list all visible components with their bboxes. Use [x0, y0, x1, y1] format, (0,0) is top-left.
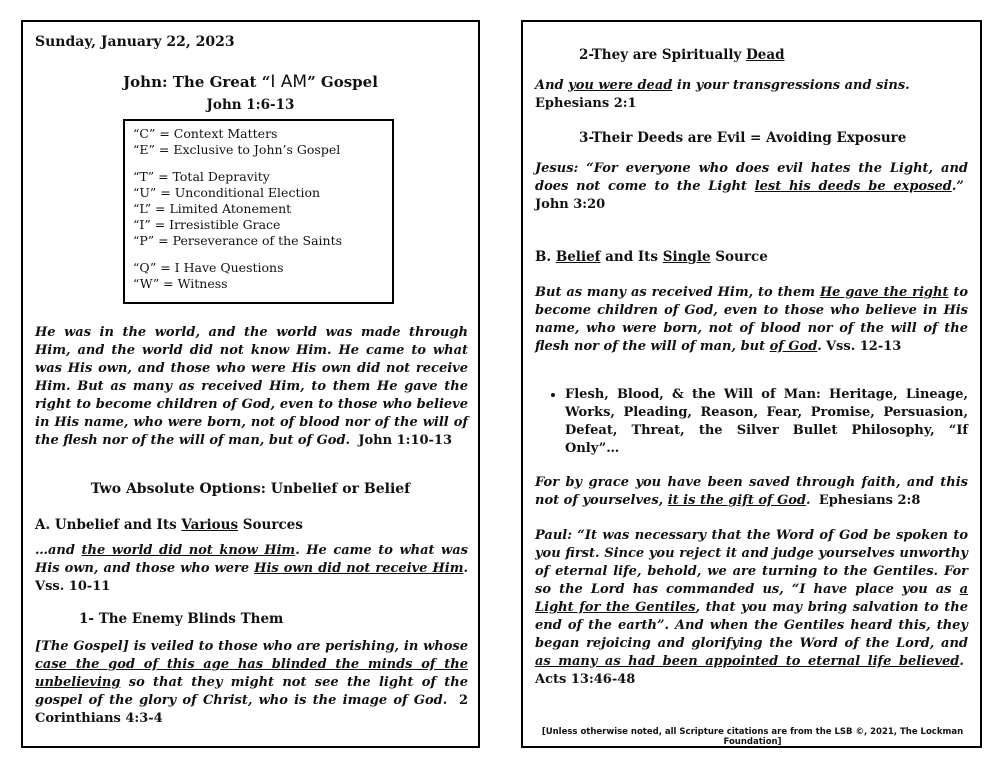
section-a-passage	[35, 542, 468, 596]
paul-ref: Acts 13:46-48	[535, 672, 636, 687]
text-run: . He came to what was His own, and those who were	[35, 543, 468, 576]
point-3-ref: John 3:20	[535, 197, 606, 212]
acrostic-line: “U” = Unconditional Election	[133, 185, 321, 200]
right-page	[521, 20, 982, 748]
text-run: Jesus: “For everyone who does evil hates the Light, and does not come to the Light	[535, 161, 968, 194]
underlined-run: a Light for the Gentiles	[535, 582, 968, 615]
text-run: .”	[951, 179, 964, 194]
text-run: to become children of God, even to those who believe in His name, who were born, not of blood nor of the will of the flesh nor of the will of man, but	[535, 285, 968, 354]
section-b-heading	[535, 249, 768, 265]
point-3-passage	[535, 160, 968, 214]
point-2-heading	[579, 47, 785, 63]
text-run: , that you may bring salvation to the end of the earth”. And when the Gentiles heard this, they began rejoicing and glorifying the Word of the Lord, and	[535, 600, 969, 651]
point-2-text	[535, 78, 910, 93]
text-run: and Its	[600, 249, 663, 265]
underlined-run: Belief	[555, 249, 601, 265]
underlined-run: as many as had been appointed to eternal life believed	[535, 654, 960, 669]
service-date: Sunday, January 22, 2023	[35, 34, 235, 50]
ephesians-ref: Ephesians 2:8	[818, 493, 921, 508]
acrostic-line: “T” = Total Depravity	[133, 169, 270, 184]
text-run: And	[535, 78, 569, 93]
section-a-heading	[35, 517, 303, 533]
acrostic-line: “L” = Limited Atonement	[133, 201, 292, 216]
text-run: [The Gospel] is veiled to those who are perishing, in whose	[35, 639, 468, 654]
paul-text	[535, 528, 968, 669]
point-1-ref: 2 Corinthians 4:3-4	[35, 693, 468, 726]
underlined-run: you were dead	[568, 78, 673, 93]
section-a-ref: Vss. 10-11	[35, 579, 111, 594]
text-run: But as many as received Him, to them	[535, 285, 820, 300]
underlined-run: of God	[769, 339, 818, 354]
text-run: Source	[710, 249, 768, 265]
underlined-run: His own did not receive Him	[254, 561, 464, 576]
section-b-text	[535, 285, 968, 354]
text-run: so that they might not see the light of the gospel of the glory of Christ, who is the image of God.	[35, 675, 468, 708]
point-3-heading: 3-Their Deeds are Evil = Avoiding Exposure	[579, 130, 907, 146]
acrostic-line: “C” = Context Matters	[133, 126, 278, 141]
acrostic-line: “E” = Exclusive to John’s Gospel	[133, 142, 341, 157]
citation-footer: [Unless otherwise noted, all Scripture citations are from the LSB ©, 2021, The Lockman Foundation]	[541, 727, 964, 747]
text-run: .	[817, 339, 822, 354]
title-prefix: John: The Great “	[123, 73, 271, 91]
text-run: .	[463, 561, 468, 576]
point-1-passage	[35, 638, 468, 728]
bullet-list	[545, 386, 968, 458]
text-run: Paul: “It was necessary that the Word of God be spoken to you first. Since you reject it and judge yourselves unworthy of eternal life, behold, we are turning to the Gentiles. For so the Lord has commanded us, “I have place you as	[535, 528, 968, 597]
section-b-ref: Vss. 12-13	[825, 339, 902, 354]
acrostic-line: “I” = Irresistible Grace	[133, 217, 281, 232]
acrostic-line: “W” = Witness	[133, 276, 228, 291]
point-1-heading: 1- The Enemy Blinds Them	[79, 611, 284, 627]
john-passage-text: He was in the world, and the world was made through Him, and the world did not know Him. He came to what was His own, and those who were His own did not receive Him. But as many as received Him, to them He gave the right to become children of God, even to those who believe in His name, who were born, not of blood nor of the will of the flesh nor of the will of man, but of God.	[35, 325, 468, 448]
underlined-run: Dead	[746, 47, 785, 63]
acrostic-line: “P” = Perseverance of the Saints	[133, 233, 343, 248]
john-passage-ref: John 1:10-13	[358, 433, 453, 448]
acrostic-line: “Q” = I Have Questions	[133, 260, 284, 275]
ephesians-passage	[535, 474, 968, 510]
text-run: .	[806, 493, 811, 508]
underlined-run: case the god of this age has blinded the minds of the unbelieving	[35, 657, 468, 690]
sermon-scripture-ref: John 1:6-13	[206, 97, 295, 113]
bullet-item: • Flesh, Blood, & the Will of Man: Heritage, Lineage, Works, Pleading, Reason, Fear, Promise, Persuasion, Defeat, Threat, the Silver Bullet Philosophy, “If Only”…	[565, 386, 968, 458]
text-run: 2-They are Spiritually	[579, 47, 747, 63]
text-run: .	[959, 654, 964, 669]
section-a-heading-underlined: Various	[181, 517, 239, 533]
point-1-text	[35, 639, 468, 708]
section-a-heading-text: A. Unbelief and Its	[35, 517, 182, 533]
section-a-text	[35, 543, 468, 576]
section-a-heading-text-end: Sources	[238, 517, 303, 533]
sermon-title	[23, 72, 478, 92]
text-run: in your transgressions and sins.	[672, 78, 910, 93]
text-run: B.	[535, 249, 556, 265]
paul-passage	[535, 527, 968, 689]
text-run: For by grace you have been saved through faith, and this not of yourselves,	[535, 475, 968, 508]
point-3-text	[535, 161, 968, 194]
underlined-run: it is the gift of God	[667, 493, 807, 508]
text-run: …and	[35, 543, 82, 558]
point-2-passage	[535, 77, 968, 113]
options-heading: Two Absolute Options: Unbelief or Belief	[90, 481, 411, 497]
point-2-ref: Ephesians 2:1	[535, 96, 637, 111]
underlined-run: the world did not know Him	[81, 543, 296, 558]
title-suffix: ” Gospel	[307, 73, 378, 91]
title-i-am: I AM	[270, 72, 308, 92]
left-page	[21, 20, 480, 748]
underlined-run: lest his deeds be exposed	[754, 179, 952, 194]
underlined-run: He gave the right	[819, 285, 949, 300]
section-b-passage	[535, 284, 968, 356]
john-passage	[35, 324, 468, 450]
acrostic-box	[123, 119, 394, 304]
underlined-run: Single	[662, 249, 711, 265]
